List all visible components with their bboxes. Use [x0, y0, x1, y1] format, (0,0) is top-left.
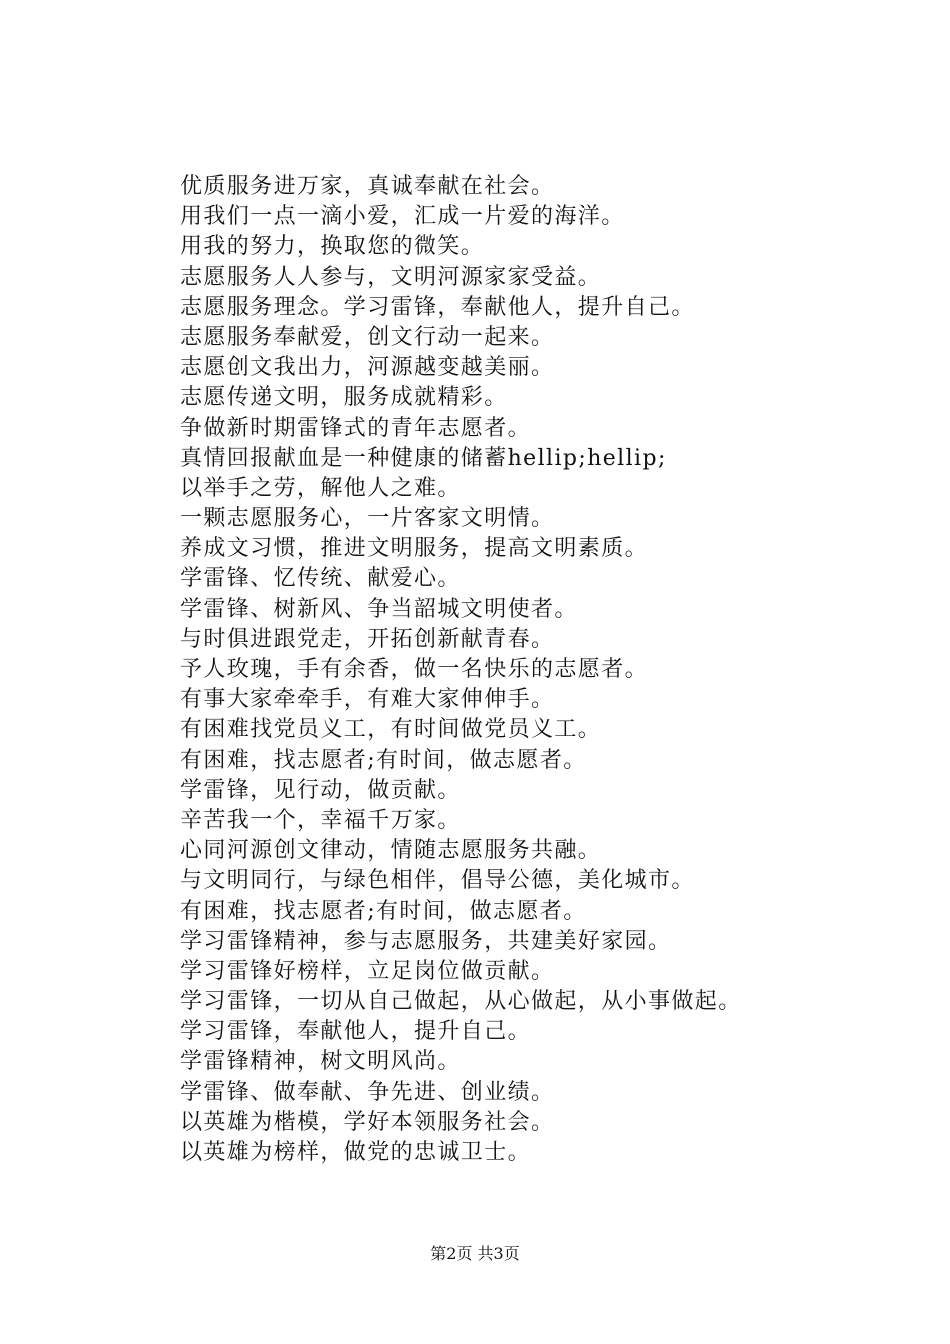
slogan-line: 辛苦我一个，幸福千万家。 [180, 807, 461, 833]
slogan-line: 学雷锋精神，树文明风尚。 [180, 1049, 461, 1075]
slogan-line: 志愿服务人人参与，文明河源家家受益。 [180, 264, 602, 290]
slogan-line: 养成文习惯，推进文明服务，提高文明素质。 [180, 536, 649, 562]
slogan-line: 有事大家牵牵手，有难大家伸伸手。 [180, 687, 555, 713]
slogan-line: 学习雷锋精神，参与志愿服务，共建美好家园。 [180, 928, 672, 954]
slogan-line: 学雷锋、忆传统、献爱心。 [180, 566, 461, 592]
slogan-line: 志愿服务理念。学习雷锋，奉献他人，提升自己。 [180, 294, 695, 320]
slogan-line: 有困难找党员义工，有时间做党员义工。 [180, 717, 602, 743]
slogan-line: 予人玫瑰，手有余香，做一名快乐的志愿者。 [180, 657, 649, 682]
slogan-line: 心同河源创文律动，情随志愿服务共融。 [180, 838, 602, 864]
slogan-line: 一颗志愿服务心，一片客家文明情。 [180, 506, 555, 532]
slogan-line: 志愿服务奉献爱，创文行动一起来。 [180, 324, 555, 350]
slogan-line: 以英雄为楷模，学好本领服务社会。 [180, 1109, 555, 1135]
slogan-line: 学习雷锋好榜样，立足岗位做贡献。 [180, 958, 555, 984]
slogan-line: 有困难，找志愿者;有时间，做志愿者。 [180, 898, 587, 924]
slogan-list [180, 172, 900, 1168]
slogan-line: 有困难，找志愿者;有时间，做志愿者。 [180, 747, 587, 773]
slogan-line: 争做新时期雷锋式的青年志愿者。 [180, 415, 532, 441]
page-number-footer: 第2页 共3页 [430, 1244, 520, 1263]
slogan-line: 与时俱进跟党走，开拓创新献青春。 [180, 626, 555, 652]
slogan-line: 以举手之劳，解他人之难。 [180, 475, 461, 501]
slogan-line: 学习雷锋，一切从自己做起，从心做起，从小事做起。 [180, 989, 742, 1015]
slogan-line: 学雷锋、树新风、争当韶城文明使者。 [180, 596, 578, 622]
slogan-line: 以英雄为榜样，做党的忠诚卫士。 [180, 1140, 532, 1165]
slogan-line: 真情回报献血是一种健康的储蓄hellip;hellip; [180, 445, 667, 471]
slogan-line: 用我们一点一滴小爱，汇成一片爱的海洋。 [180, 204, 625, 230]
slogan-line: 学习雷锋，奉献他人，提升自己。 [180, 1019, 532, 1045]
slogan-line: 优质服务进万家，真诚奉献在社会。 [180, 174, 555, 199]
slogan-line: 与文明同行，与绿色相伴，倡导公德，美化城市。 [180, 868, 695, 894]
slogan-line: 学雷锋、做奉献、争先进、创业绩。 [180, 1079, 555, 1105]
slogan-line: 志愿创文我出力，河源越变越美丽。 [180, 355, 555, 381]
slogan-line: 用我的努力，换取您的微笑。 [180, 234, 485, 260]
slogan-line: 志愿传递文明，服务成就精彩。 [180, 385, 508, 411]
slogan-line: 学雷锋，见行动，做贡献。 [180, 777, 461, 803]
